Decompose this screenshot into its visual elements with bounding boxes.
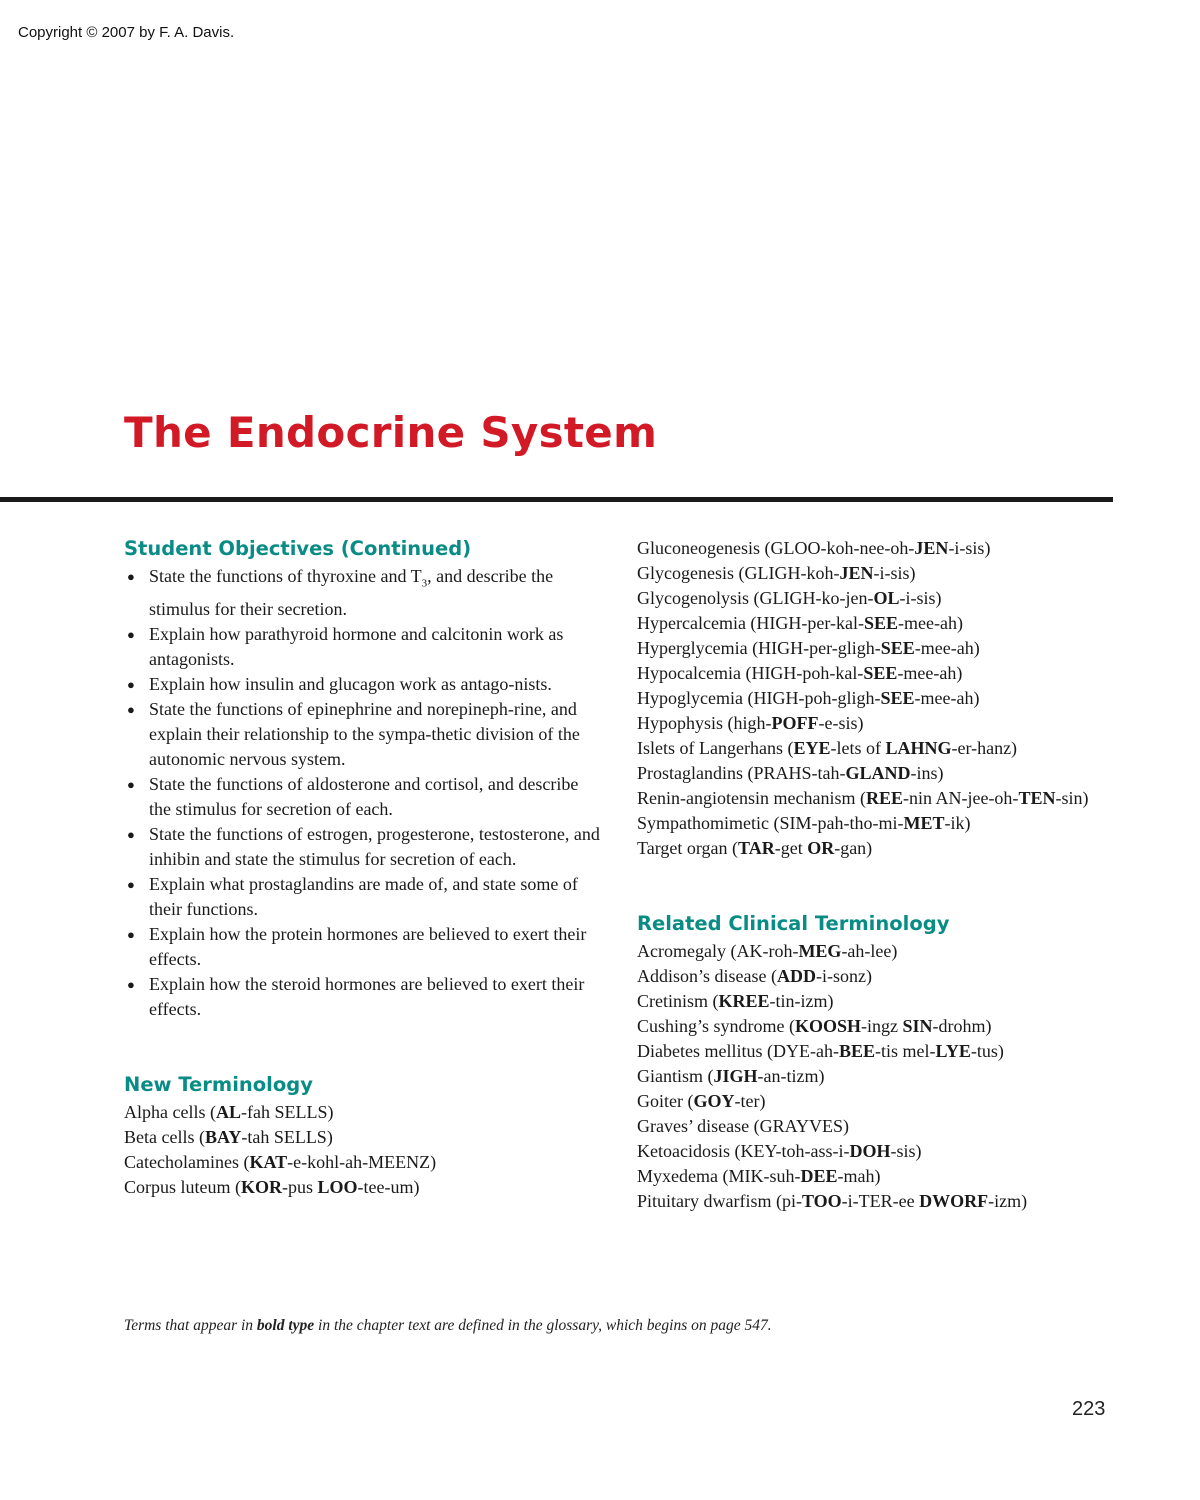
term-item: Glycogenesis (GLIGH-koh-JEN-i-sis) <box>637 563 916 583</box>
objective-item: ● Explain what prostaglandins are made of, and state some of their functions. <box>127 873 578 919</box>
chapter-title: The Endocrine System <box>124 408 658 457</box>
objective-item: ● State the functions of estrogen, progesterone, testosterone, and inhibin and state the stimulus for secretion of each. <box>127 823 600 869</box>
objective-item: ● Explain how the steroid hormones are believed to exert their effects. <box>127 973 585 1019</box>
term-item: Corpus luteum (KOR-pus LOO-tee-um) <box>124 1176 420 1197</box>
new-terminology-list <box>124 1100 604 1200</box>
clinical-term-item: Addison’s disease (ADD-i-sonz) <box>637 966 872 986</box>
left-column <box>124 534 604 1200</box>
term-item: Hyperglycemia (HIGH-per-gligh-SEE-mee-ah) <box>637 638 980 658</box>
clinical-term-item: Cushing’s syndrome (KOOSH-ingz SIN-drohm) <box>637 1016 992 1036</box>
clinical-term-item: Giantism (JIGH-an-tizm) <box>637 1066 825 1086</box>
new-terminology-list-continued <box>637 536 1117 861</box>
objective-item: ● Explain how the protein hormones are believed to exert their effects. <box>127 923 587 969</box>
copyright-notice: Copyright © 2007 by F. A. Davis. <box>18 24 235 41</box>
term-item: Gluconeogenesis (GLOO-koh-nee-oh-JEN-i-sis) <box>637 538 991 558</box>
page-number: 223 <box>1072 1398 1106 1420</box>
bullet-icon: ● <box>127 676 135 692</box>
term-item: Prostaglandins (PRAHS-tah-GLAND-ins) <box>637 763 944 783</box>
term-item: Islets of Langerhans (EYE-lets of LAHNG-er-hanz) <box>637 738 1018 758</box>
term-item: Hypocalcemia (HIGH-poh-kal-SEE-mee-ah) <box>637 663 963 683</box>
glossary-footnote: Terms that appear in bold type in the chapter text are defined in the glossary, which begins on page 547. <box>124 1317 772 1334</box>
term-item: Renin-angiotensin mechanism (REE-nin AN-jee-oh-TEN-sin) <box>637 788 1089 808</box>
title-divider <box>0 497 1113 502</box>
term-item: Glycogenolysis (GLIGH-ko-jen-OL-i-sis) <box>637 588 942 608</box>
bullet-icon: ● <box>127 976 135 992</box>
bullet-icon: ● <box>127 926 135 942</box>
bullet-icon: ● <box>127 569 135 584</box>
objective-item: ● Explain how parathyroid hormone and calcitonin work as antagonists. <box>127 623 564 669</box>
objective-item: ● State the functions of thyroxine and $T_3$, and describe the stimulus for their secretion. <box>127 566 554 619</box>
bullet-icon: ● <box>127 776 135 792</box>
student-objectives-list <box>124 564 604 1022</box>
clinical-term-item: Graves’ disease (GRAYVES) <box>637 1116 849 1136</box>
term-item: Beta cells (BAY-tah SELLS) <box>124 1126 333 1147</box>
bullet-icon: ● <box>127 876 135 892</box>
term-item: Hypophysis (high-POFF-e-sis) <box>637 713 864 733</box>
related-clinical-terminology-heading: Related Clinical Terminology <box>637 912 950 935</box>
clinical-term-item: Diabetes mellitus (DYE-ah-BEE-tis mel-LYE-tus) <box>637 1041 1004 1061</box>
clinical-term-item: Ketoacidosis (KEY-toh-ass-i-DOH-sis) <box>637 1141 922 1161</box>
term-item: Hypercalcemia (HIGH-per-kal-SEE-mee-ah) <box>637 613 963 633</box>
right-column <box>637 536 1117 1214</box>
clinical-term-item: Acromegaly (AK-roh-MEG-ah-lee) <box>637 941 898 961</box>
clinical-term-item: Goiter (GOY-ter) <box>637 1091 766 1111</box>
term-item: Target organ (TAR-get OR-gan) <box>637 838 873 858</box>
term-item: Hypoglycemia (HIGH-poh-gligh-SEE-mee-ah) <box>637 688 980 708</box>
related-clinical-terminology-list <box>637 939 1117 1214</box>
term-item: Sympathomimetic (SIM-pah-tho-mi-MET-ik) <box>637 813 971 833</box>
objective-item: ● Explain how insulin and glucagon work as antago-nists. <box>124 672 604 697</box>
clinical-term-item: Cretinism (KREE-tin-izm) <box>637 991 834 1011</box>
clinical-term-item: Pituitary dwarfism (pi-TOO-i-TER-ee DWORF-izm) <box>637 1191 1028 1211</box>
student-objectives-heading: Student Objectives (Continued) <box>124 537 472 560</box>
bullet-icon: ● <box>127 701 135 717</box>
new-terminology-heading: New Terminology <box>124 1072 313 1096</box>
term-item: Alpha cells (AL-fah SELLS) <box>124 1101 334 1122</box>
objective-item: ● State the functions of aldosterone and cortisol, and describe the stimulus for secretion of each. <box>127 773 579 819</box>
clinical-term-item: Myxedema (MIK-suh-DEE-mah) <box>637 1166 881 1186</box>
objective-item: ● State the functions of epinephrine and norepineph-rine, and explain their relationship to the sympa-thetic division of the autonomic nervous system. <box>127 698 580 769</box>
term-item: Catecholamines (KAT-e-kohl-ah-MEENZ) <box>124 1151 437 1172</box>
bullet-icon: ● <box>127 826 135 842</box>
bullet-icon: ● <box>127 626 135 642</box>
